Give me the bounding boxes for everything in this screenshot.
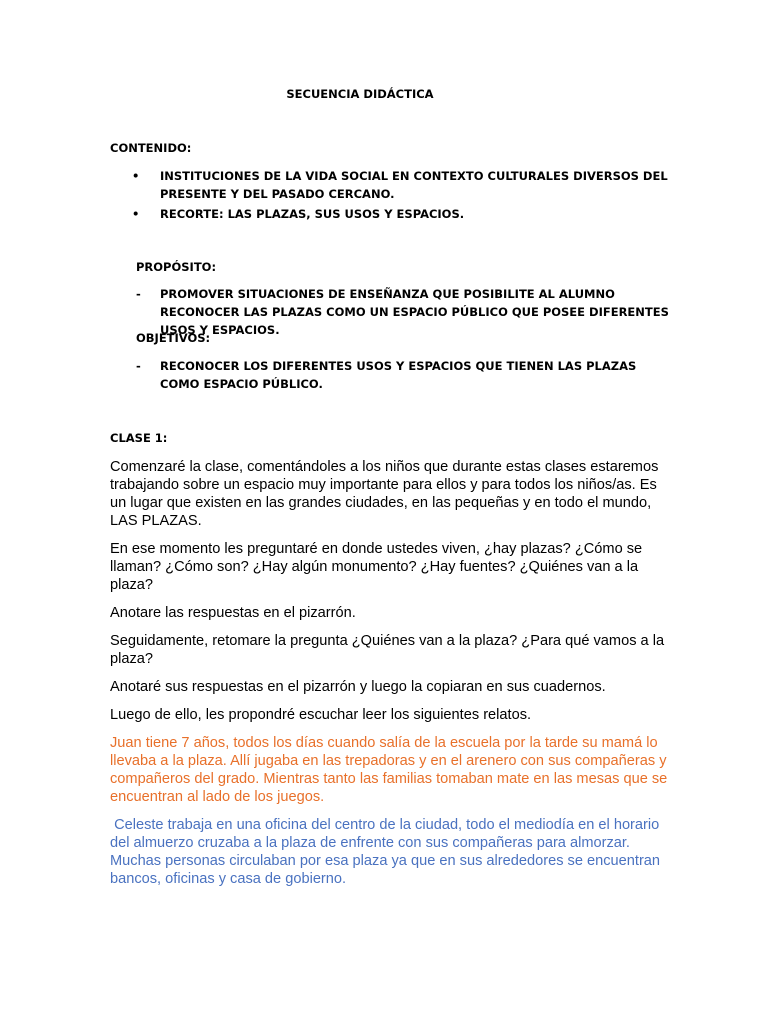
dash-marker: -	[136, 359, 141, 373]
relato-celeste: Celeste trabaja en una oficina del centro de la ciudad, todo el mediodía en el horario del almuerzo cruzaba a la plaza de enfrente con sus compañeras para almorzar. Muchas personas circulaban por esa plaza ya que en sus alrededores se encuentran bancos, oficinas y casa de gobierno.	[110, 817, 665, 887]
contenido-heading: CONTENIDO:	[110, 141, 192, 155]
bullet-icon: •	[132, 169, 140, 183]
objetivos-list	[110, 357, 670, 395]
paragraph: Luego de ello, les propondré escuchar leer los siguientes relatos.	[110, 707, 532, 723]
dash-marker: -	[136, 287, 141, 301]
list-item-text: RECONOCER LOS DIFERENTES USOS Y ESPACIOS QUE TIENEN LAS PLAZAS COMO ESPACIO PÚBLICO.	[160, 359, 637, 391]
list-item-text: RECORTE: LAS PLAZAS, SUS USOS Y ESPACIOS.	[160, 207, 465, 221]
clase-body	[110, 458, 670, 898]
document-title: SECUENCIA DIDÁCTICA	[286, 87, 434, 101]
paragraph: Comenzaré la clase, comentándoles a los niños que durante estas clases estaremos trabajando sobre un espacio muy importante para ellos y para todos los niños/as. Es un lugar que existen en las grandes ciudades, en las pequeñas y en todo el mundo, LAS PLAZAS.	[110, 459, 659, 529]
bullet-icon: •	[132, 207, 140, 221]
list-item	[110, 357, 670, 393]
list-item	[110, 205, 670, 223]
proposito-heading: PROPÓSITO:	[136, 260, 217, 274]
list-item	[110, 167, 670, 203]
paragraph: Anotare las respuestas en el pizarrón.	[110, 605, 356, 621]
list-item-text: PROMOVER SITUACIONES DE ENSEÑANZA QUE POSIBILITE AL ALUMNO RECONOCER LAS PLAZAS COMO UN ESPACIO PÚBLICO QUE POSEE DIFERENTES USOS Y ESPACIOS.	[160, 287, 669, 337]
paragraph: En ese momento les preguntaré en donde ustedes viven, ¿hay plazas? ¿Cómo se llaman? ¿Cómo son? ¿Hay algún monumento? ¿Hay fuentes? ¿Quiénes van a la plaza?	[110, 541, 643, 593]
paragraph: Anotaré sus respuestas en el pizarrón y luego la copiaran en sus cuadernos.	[110, 679, 606, 695]
paragraph: Seguidamente, retomare la pregunta ¿Quiénes van a la plaza? ¿Para qué vamos a la plaza?	[110, 633, 665, 667]
objetivos-heading: OBJETIVOS:	[136, 331, 211, 345]
relato-juan: Juan tiene 7 años, todos los días cuando salía de la escuela por la tarde su mamá lo llevaba a la plaza. Allí jugaba en las trepadoras y en el arenero con sus compañeras y compañeros del grado. Mientras tanto las familias tomaban mate en las mesas que se encuentran al lado de los juegos.	[110, 735, 668, 805]
contenido-list	[110, 167, 670, 225]
clase-heading: CLASE 1:	[110, 431, 168, 445]
list-item-text: INSTITUCIONES DE LA VIDA SOCIAL EN CONTEXTO CULTURALES DIVERSOS DEL PRESENTE Y DEL PASADO CERCANO.	[160, 169, 668, 201]
